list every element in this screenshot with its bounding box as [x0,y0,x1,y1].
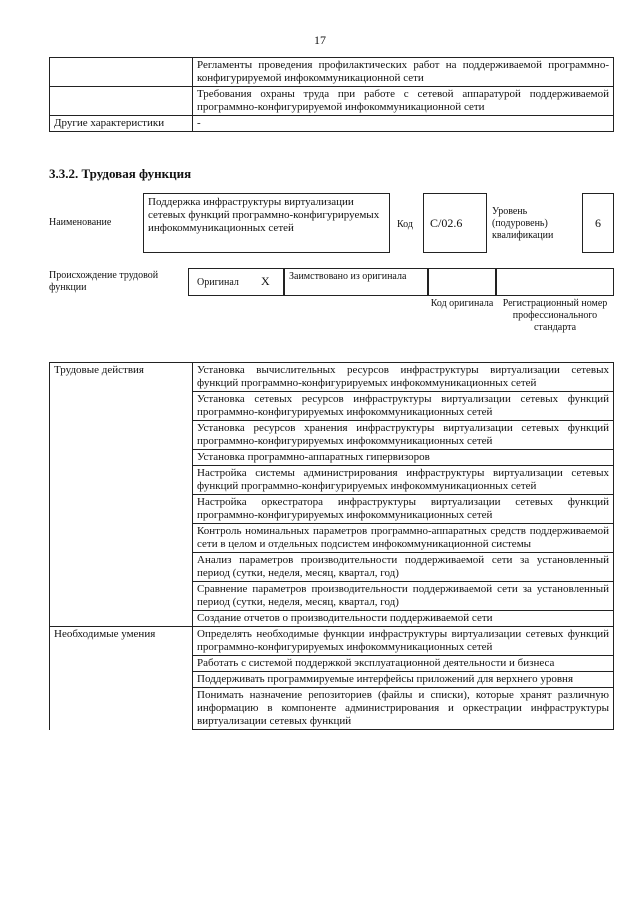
original-label: Оригинал [197,276,239,288]
actions-row [50,450,614,466]
actions-item: Настройка оркестратора инфраструктуры виртуализации сетевых функций программно-конфигурируемых инфокоммуникационных сетей [193,495,614,524]
skills-row [50,672,614,688]
skills-row [50,656,614,672]
actions-item: Установка программно-аппаратных гипервизоров [193,450,614,466]
actions-label-cell [50,450,193,466]
page-number: 17 [314,33,326,47]
top-table-row [50,87,614,116]
actions-label-cell [50,582,193,611]
top-table-row [50,58,614,87]
actions-row [50,611,614,627]
section-title: 3.3.2. Трудовая функция [49,166,192,181]
skills-row [50,688,614,730]
skills-item: Поддерживать программируемые интерфейсы приложений для верхнего уровня [193,672,614,688]
actions-label-cell [50,466,193,495]
qualification-level: 6 [582,193,614,253]
level-label: Уровень (подуровень) квалификации [492,206,554,241]
origin-label: Происхождение трудовой функции [49,270,159,293]
actions-item: Настройка системы администрирования инфраструктуры виртуализации сетевых функций программно-конфигурируемых инфокоммуникационных сетей [193,466,614,495]
code-label: Код [397,219,413,230]
actions-row [50,495,614,524]
name-label: Наименование [49,217,112,228]
actions-label-cell [50,392,193,421]
skills-label-cell: Необходимые умения [50,627,193,656]
skills-label-cell [50,688,193,730]
original-mark: X [261,274,270,288]
skills-row [50,627,614,656]
reg-number-box [496,268,614,296]
skills-label-cell [50,656,193,672]
actions-label-cell [50,611,193,627]
row-label [50,58,193,87]
actions-row [50,392,614,421]
top-continuation-table [49,57,614,132]
actions-label-cell [50,553,193,582]
actions-row [50,553,614,582]
actions-item: Сравнение параметров производительности поддерживаемой сети за установленный период (сутки, неделя, месяц, квартал, год) [193,582,614,611]
row-text: - [193,116,614,132]
skills-item: Определять необходимые функции инфраструктуры виртуализации сетевых функций программно-конфигурируемых инфокоммуникационных сетей [193,627,614,656]
actions-item: Установка сетевых ресурсов инфраструктуры виртуализации сетевых функций программно-конфигурируемых инфокоммуникационных сетей [193,392,614,421]
actions-item: Создание отчетов о производительности поддерживаемой сети [193,611,614,627]
actions-row [50,421,614,450]
actions-row [50,363,614,392]
row-text: Требования охраны труда при работе с сетевой аппаратурой поддерживаемой программно-конфигурируемой инфокоммуникационной сети [193,87,614,116]
function-name: Поддержка инфраструктуры виртуализации сетевых функций программно-конфигурируемых инфокоммуникационных сетей [143,193,390,253]
skills-item: Понимать назначение репозиториев (файлы и списки), которые хранят различную информацию в компоненте администрирования и оркестрации инфраструктуры виртуализации сетевых функций [193,688,614,730]
row-label [50,87,193,116]
reg-number-caption: Регистрационный номер профессионального стандарта [502,298,608,333]
row-text: Регламенты проведения профилактических работ на поддерживаемой программно-конфигурируемой инфокоммуникационной сети [193,58,614,87]
actions-row [50,524,614,553]
row-label: Другие характеристики [50,116,193,132]
actions-row [50,466,614,495]
code-original-caption: Код оригинала [430,298,494,309]
actions-item: Установка ресурсов хранения инфраструктуры виртуализации сетевых функций программно-конфигурируемых инфокоммуникационных сетей [193,421,614,450]
actions-label-cell [50,524,193,553]
skills-item: Работать с системой поддержкой эксплуатационной деятельности и бизнеса [193,656,614,672]
actions-label-cell: Трудовые действия [50,363,193,392]
actions-row [50,582,614,611]
actions-item: Установка вычислительных ресурсов инфраструктуры виртуализации сетевых функций программно-конфигурируемых инфокоммуникационных сетей [193,363,614,392]
skills-label-cell [50,672,193,688]
top-table-row [50,116,614,132]
actions-label-cell [50,495,193,524]
actions-label-cell [50,421,193,450]
function-code: C/02.6 [423,193,487,253]
code-original-box [428,268,496,296]
function-details-table [49,362,614,730]
actions-item: Контроль номинальных параметров программно-аппаратных средств поддерживаемой сети в целом и отдельных подсистем инфокоммуникационной системы [193,524,614,553]
actions-item: Анализ параметров производительности поддерживаемой сети за установленный период (сутки, неделя, месяц, квартал, год) [193,553,614,582]
borrowed-box: Заимствовано из оригинала [284,268,428,296]
